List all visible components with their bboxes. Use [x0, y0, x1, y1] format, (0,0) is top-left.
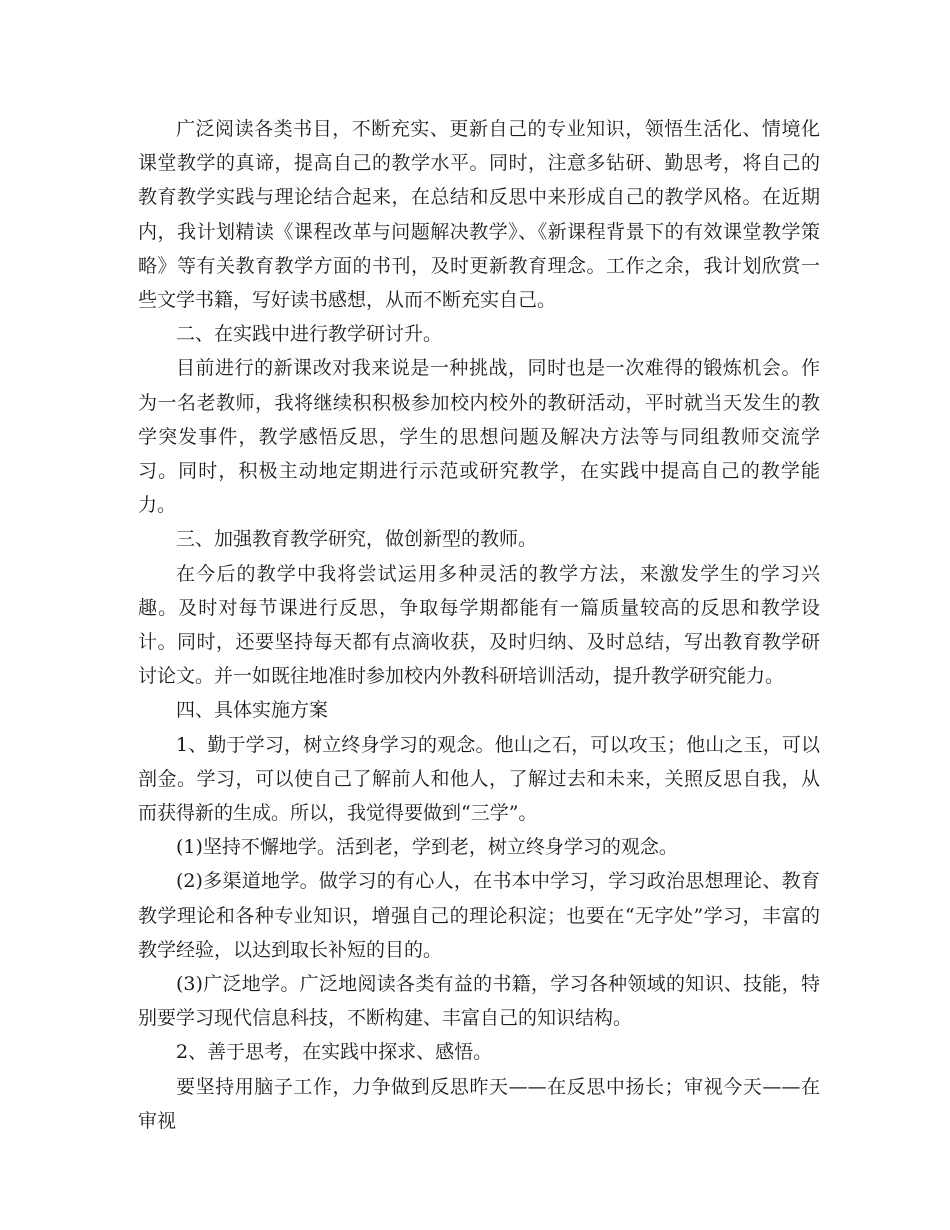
document-page [138, 112, 820, 1138]
heading-practice-research: 二、在实践中进行教学研讨升。 [176, 323, 443, 346]
list-item-broad-study: (3)广泛地学。广泛地阅读各类有益的书籍，学习各种领域的知识、技能，特别要学习现代信息科技，不断构建、丰富自己的知识结构。 [138, 973, 820, 1030]
paragraph-teaching-methods: 在今后的教学中我将尝试运用多种灵活的教学方法，来激发学生的学习兴趣。及时对每节课进行反思，争取每学期都能有一篇质量较高的反思和教学设计。同时，还要坚持每天都有点滴收获，及时归纳、及时总结，写出教育教学研讨论文。并一如既往地准时参加校内外教科研培训活动，提升教学研究能力。 [138, 562, 820, 688]
paragraph-new-curriculum: 目前进行的新课改对我来说是一种挑战，同时也是一次难得的锻炼机会。作为一名老教师，我将继续积积极参加校内校外的教研活动，平时就当天发生的教学突发事件，教学感悟反思，学生的思想问题及解决方法等与同组教师交流学习。同时，积极主动地定期进行示范或研究教学，在实践中提高自己的教学能力。 [138, 357, 820, 517]
heading-good-thinking: 2、善于思考，在实践中探求、感悟。 [176, 1041, 493, 1064]
list-item-persistent-study: (1)坚持不懈地学。活到老，学到老，树立终身学习的观念。 [176, 836, 678, 859]
paragraph-diligent-study: 1、勤于学习，树立终身学习的观念。他山之石，可以攻玉；他山之玉，可以剖金。学习，可以使自己了解前人和他人，了解过去和未来，关照反思自我，从而获得新的生成。所以，我觉得要做到“三学”。 [138, 733, 820, 825]
paragraph-reading-plan: 广泛阅读各类书目，不断充实、更新自己的专业知识，领悟生活化、情境化课堂教学的真谛，提高自己的教学水平。同时，注意多钻研、勤思考，将自己的教育教学实践与理论结合起来，在总结和反思中来形成自己的教学风格。在近期内，我计划精读《课程改革与问题解决教学》、《新课程背景下的有效课堂教学策略》等有关教育教学方面的书刊，及时更新教育理念。工作之余，我计划欣赏一些文学书籍，写好读书感想，从而不断充实自己。 [138, 118, 820, 312]
list-item-multichannel-study: (2)多渠道地学。做学习的有心人，在书本中学习，学习政治思想理论、教育教学理论和各种专业知识，增强自己的理论积淀；也要在“无字处”学习，丰富的教学经验，以达到取长补短的目的。 [138, 870, 820, 961]
heading-strengthen-research: 三、加强教育教学研究，做创新型的教师。 [176, 528, 538, 551]
paragraph-reflection: 要坚持用脑子工作，力争做到反思昨天——在反思中扬长；审视今天——在审视 [138, 1075, 820, 1132]
heading-implementation-plan: 四、具体实施方案 [176, 699, 329, 722]
